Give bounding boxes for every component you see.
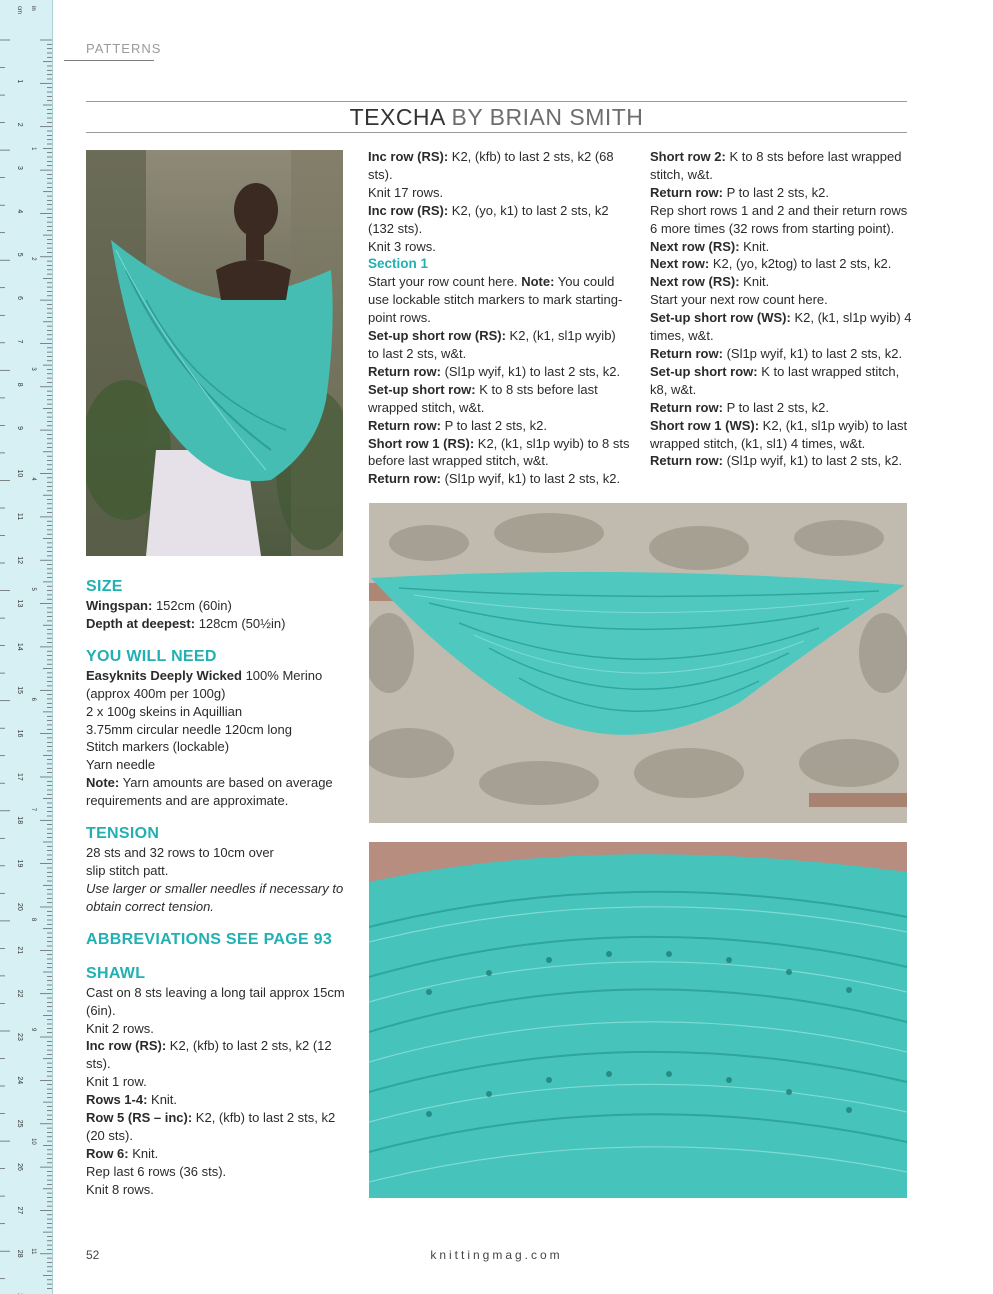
instruction-text: (Sl1p wyif, k1) to last 2 sts, k2. [440,363,621,379]
ruler-inch-label: 4 [30,477,36,481]
left-column [86,577,346,1199]
instruction-text: Rep last 6 rows (36 sts). [86,1163,227,1179]
pattern-step [650,273,912,291]
depth-label: Depth at deepest: [86,615,196,631]
pattern-step [650,345,912,363]
instruction-label: Return row: [368,363,441,379]
ruler-unit-label: cm [16,6,22,14]
instruction-label: Set-up short row: [650,363,758,379]
material-item: Yarn needle [86,757,156,773]
note-value: Yarn amounts are based on average requirements and are approximate. [86,775,333,809]
instruction-label: Short row 1 (RS): [368,435,475,451]
instruction-text: Knit. [128,1145,159,1161]
yarn-note [86,774,346,810]
pattern-step [650,399,912,417]
section-1-heading: Section 1 [368,256,429,272]
instruction-label: Row 6: [86,1145,129,1161]
instruction-label: Inc row (RS): [86,1038,167,1054]
instruction-text: K2, (k1, sl1p wyib) 4 times, w&t. [650,310,912,344]
ruler-inch-label: 7 [30,807,36,812]
wingspan-value: 152cm (60in) [152,598,232,613]
instruction-text: (Sl1p wyif, k1) to last 2 sts, k2. [722,345,903,361]
pattern-step [650,148,912,184]
instruction-text: K to 8 sts before last wrapped stitch, w&t. [368,381,598,415]
instruction-label: Short row 2: [650,149,726,164]
instruction-text: K2, (k1, sl1p wyib) to last 2 sts, w&t. [368,328,616,361]
ruler-inch-label: 10 [30,1138,36,1145]
instruction-text: K2, (yo, k1) to last 2 sts, k2 (132 sts). [368,202,609,236]
title-rule-top [86,101,907,102]
pattern-step [368,238,630,256]
instruction-text: K2, (kfb) to last 2 sts, k2 (12 sts). [86,1038,332,1072]
instruction-text: You could use lockable stitch markers to mark starting-point rows. [368,274,623,326]
instruction-text: Knit 3 rows. [368,238,436,254]
instruction-label: Note: [521,274,555,290]
pattern-step [368,381,630,417]
instruction-label: Short row 1 (WS): [650,417,760,433]
ruler-cm-label: 22 [16,989,23,998]
pattern-step [368,184,630,202]
pattern-step [368,363,630,381]
right-column [650,148,912,470]
instruction-text: P to last 2 sts, k2. [722,184,829,200]
ruler-inch-label: 8 [30,917,36,922]
instruction-text: Knit 17 rows. [368,184,444,200]
ruler-cm-label: 13 [16,599,23,608]
instruction-text: Rep short rows 1 and 2 and their return rows 6 more times (32 rows from starting point). [650,202,908,236]
pattern-step [368,327,630,363]
ruler-cm-label: 3 [16,166,23,170]
ruler-cm-label: 1 [16,79,23,84]
instruction-text: Cast on 8 sts leaving a long tail approx 15cm (6in). [86,984,345,1018]
designer-byline: BY BRIAN SMITH [451,104,644,130]
instruction-text: Knit 1 row. [86,1074,147,1090]
instruction-text: K2, (yo, k2tog) to last 2 sts, k2. [709,256,892,272]
tension-text: 28 sts and 32 rows to 10cm over slip stitch patt. [86,845,274,878]
shawl-step [86,1073,346,1091]
instruction-label: Next row: [650,256,710,272]
photo-shawl-lace-detail [369,842,907,1198]
instruction-text: Start your next row count here. [650,292,828,308]
ruler-cm-label: 25 [16,1119,23,1128]
pattern-step [650,417,912,453]
instruction-text: P to last 2 sts, k2. [440,417,547,433]
instruction-label: Inc row (RS): [368,149,449,164]
shawl-instructions [86,984,346,1199]
ruler-inch-label: 5 [30,587,36,591]
shawl-heading: SHAWL [86,964,146,982]
pattern-name: TEXCHA [349,104,445,130]
shawl-step [86,1109,346,1145]
instruction-text: K to 8 sts before last wrapped stitch, w&t. [650,149,902,182]
instruction-text: Knit 8 rows. [86,1181,154,1197]
tension-note: Use larger or smaller needles if necessary to obtain correct tension. [86,880,344,914]
instruction-text: (Sl1p wyif, k1) to last 2 sts, k2. [440,471,621,487]
instruction-label: Set-up short row (WS): [650,310,791,326]
section-1-instructions [368,273,630,488]
wingspan-label: Wingspan: [86,598,153,613]
ruler-unit-label: in [30,6,36,11]
tension-heading: TENSION [86,825,160,843]
instruction-label: Next row (RS): [650,238,740,254]
ruler-cm-label: 21 [16,946,23,955]
ruler-cm-label: 9 [16,426,23,431]
shawl-step [86,1163,346,1181]
material-item: 2 x 100g skeins in Aquillian [86,703,243,719]
abbreviations-heading: ABBREVIATIONS SEE PAGE 93 [86,930,333,948]
middle-column [368,148,630,488]
instruction-label: Set-up short row: [368,381,476,397]
ruler-inch-label: 6 [30,697,36,701]
yarn-value: 100% Merino (approx 400m per 100g) [86,667,323,701]
site-url: knittingmag.com [430,1248,563,1262]
instruction-text: K2, (k1, sl1p wyib) to last wrapped stitch, (k1, sl1) 4 times, w&t. [650,417,908,451]
depth-value: 128cm (50½in) [195,615,286,631]
instruction-label: Rows 1-4: [86,1092,148,1108]
increase-instructions [368,148,630,255]
ruler-cm-label: 27 [16,1206,23,1215]
material-item: Stitch markers (lockable) [86,739,230,755]
ruler-cm-label: 14 [16,642,23,651]
ruler-cm-label: 17 [16,772,23,781]
ruler-cm-label: 4 [16,209,23,214]
shawl-step [86,1181,346,1199]
short-row-instructions [650,148,912,470]
ruler-inch-label: 3 [30,367,36,371]
pattern-step [650,309,912,345]
ruler-cm-label: 2 [16,122,23,127]
instruction-label: Return row: [650,453,723,469]
shawl-step [86,1145,346,1163]
instruction-text: Knit. [147,1092,178,1108]
instruction-label: Return row: [650,345,723,361]
note-label: Note: [86,775,120,791]
shawl-step [86,1091,346,1109]
material-item: 3.75mm circular needle 120cm long [86,721,292,737]
instruction-text: K2, (k1, sl1p wyib) to 8 sts before last wrapped stitch, w&t. [368,435,630,469]
photo-model-wearing-shawl [86,150,343,556]
ruler-cm-label: 28 [16,1249,23,1258]
pattern-step [650,202,912,238]
page-number: 52 [86,1248,100,1262]
shawl-step [86,1037,346,1073]
instruction-label: Return row: [650,399,723,415]
pattern-step [368,470,630,488]
section-tag: PATTERNS [86,41,162,56]
pattern-step [368,148,630,184]
instruction-text: Knit. [739,238,770,254]
pattern-step [368,435,630,471]
ruler-cm-label: 26 [16,1163,23,1171]
shawl-step [86,1020,346,1038]
instruction-label: Return row: [650,184,723,200]
instruction-text: K to last wrapped stitch, k8, w&t. [650,363,900,397]
ruler-cm-label: 5 [16,252,23,257]
ruler-cm-label: 10 [16,469,23,478]
ruler-cm-label: 16 [16,729,23,738]
depth-line [86,615,346,633]
instruction-text: Knit 2 rows. [86,1020,154,1036]
pattern-step [368,273,630,327]
ruler-cm-label: 19 [16,859,23,868]
ruler-ticks [0,0,52,1294]
pattern-step [650,255,912,273]
shawl-step [86,984,346,1020]
photo-shawl-on-stone-wall [369,503,907,823]
ruler-cm-label: 6 [16,296,23,301]
instruction-label: Set-up short row (RS): [368,328,506,344]
pattern-step [650,363,912,399]
materials-list [86,703,346,775]
pattern-step [650,291,912,309]
ruler-cm-label: 7 [16,339,23,344]
page-title [86,104,907,131]
ruler-inch-label: 2 [30,257,36,261]
instruction-text: Knit. [739,274,770,290]
ruler-inch-label: 9 [30,1027,36,1032]
ruler-inch-label: 11 [30,1248,36,1255]
instruction-label: Next row (RS): [650,274,740,290]
ruler-cm-label: 23 [16,1033,23,1041]
ruler-cm-label: 24 [16,1076,23,1085]
instruction-text: P to last 2 sts, k2. [722,399,829,415]
pattern-step [368,417,630,435]
ruler-inch-label: 1 [30,147,36,151]
instruction-text: (Sl1p wyif, k1) to last 2 sts, k2. [722,453,903,469]
ruler-cm-label: 20 [16,903,23,911]
you-will-need-heading: YOU WILL NEED [86,647,217,665]
ruler-cm-label: 8 [16,382,23,387]
instruction-label: Inc row (RS): [368,202,449,218]
section-tag-underline [64,60,154,61]
instruction-text: Start your row count here. [368,274,522,290]
yarn-label: Easyknits Deeply Wicked [86,667,242,683]
ruler-cm-label: 18 [16,816,23,825]
pattern-step [650,184,912,202]
measuring-ruler [0,0,53,1294]
ruler-cm-label: 15 [16,686,23,695]
title-rule-bottom [86,132,907,133]
pattern-step [650,452,912,470]
size-heading: SIZE [86,578,123,595]
instruction-text: K2, (kfb) to last 2 sts, k2 (20 sts). [86,1110,336,1143]
yarn-line [86,667,346,703]
instruction-label: Return row: [368,417,441,433]
instruction-label: Row 5 (RS – inc): [86,1110,193,1126]
wingspan-line [86,597,346,615]
pattern-step [368,202,630,238]
instruction-label: Return row: [368,471,441,487]
ruler-cm-label: 12 [16,556,23,564]
pattern-step [650,238,912,256]
instruction-text: K2, (kfb) to last 2 sts, k2 (68 sts). [368,149,614,182]
ruler-cm-label: 11 [16,512,23,521]
